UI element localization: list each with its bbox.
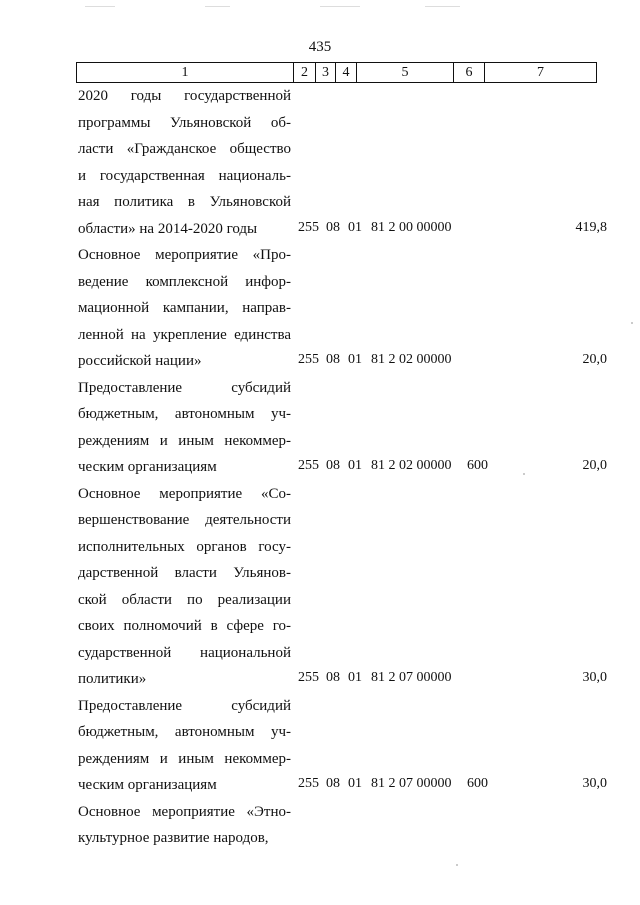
row-name-line: Основное мероприятие «Этно- [78, 803, 291, 820]
page-number: 435 [308, 39, 332, 55]
code-chapter: 255 [298, 776, 319, 791]
code-target-article: 81 2 02 00000 [371, 458, 452, 473]
row-name-line: своих полномочий в сфере го- [78, 618, 291, 634]
code-section: 08 [326, 670, 340, 685]
code-section: 08 [326, 219, 340, 235]
header-col-6: 6 [454, 63, 485, 83]
code-chapter: 255 [298, 219, 319, 235]
table-header [76, 62, 597, 83]
row-name-line: сударственной национальной [78, 644, 291, 661]
header-col-1: 1 [77, 63, 294, 83]
row-name [78, 83, 291, 242]
row-name [78, 375, 291, 481]
row-name-line: Предоставление субсидий [78, 379, 291, 396]
row-name-line: ласти «Гражданское общество [78, 141, 291, 157]
row-name-line: области» на 2014-2020 годы [78, 220, 258, 237]
row-name-line: Основное мероприятие «Про- [78, 247, 291, 263]
row-name-line: Основное мероприятие «Со- [78, 485, 291, 502]
row-name-line: ленной на укрепление единства [78, 326, 291, 343]
code-target-article: 81 2 00 00000 [371, 219, 452, 235]
scan-artifact-line [205, 6, 230, 7]
row-name-line: политики» [78, 671, 147, 687]
code-subsection: 01 [348, 670, 362, 685]
row-name-line: дарственной власти Ульянов- [78, 565, 291, 581]
code-chapter: 255 [298, 458, 319, 473]
row-name-line: программы Ульяновской об- [78, 114, 291, 131]
header-col-7: 7 [485, 63, 597, 83]
row-name-line: реждениям и иным некоммер- [78, 432, 291, 449]
code-expense-type: 600 [467, 776, 488, 791]
row-name-line: ской области по реализации [78, 591, 291, 608]
row-name-line: ческим организациям [78, 777, 217, 793]
row-name-line: российской нации» [78, 353, 202, 369]
row-name-line: бюджетным, автономным уч- [78, 724, 291, 740]
row-name [78, 799, 291, 852]
amount: 30,0 [582, 670, 607, 685]
scan-artifact-line [85, 6, 115, 7]
header-col-2: 2 [294, 63, 316, 83]
scan-speck [456, 864, 458, 866]
row-name-line: ная политика в Ульяновской [78, 194, 291, 210]
row-name-line: ческим организациям [78, 459, 217, 475]
code-target-article: 81 2 07 00000 [371, 776, 452, 791]
row-name [78, 481, 291, 693]
code-section: 08 [326, 458, 340, 473]
scan-speck [523, 473, 525, 475]
row-name-line: ведение комплексной инфор- [78, 273, 291, 290]
header-col-5: 5 [357, 63, 454, 83]
row-name-line: бюджетным, автономным уч- [78, 406, 291, 422]
row-name-line: и государственная националь- [78, 167, 291, 184]
amount: 20,0 [582, 352, 607, 367]
code-section: 08 [326, 776, 340, 791]
amount: 20,0 [582, 458, 607, 473]
scan-speck [631, 322, 633, 324]
row-name-line: культурное развитие народов, [78, 830, 269, 846]
code-chapter: 255 [298, 670, 319, 685]
row-name-line: мационной кампании, направ- [78, 300, 291, 316]
header-row [77, 63, 597, 83]
row-name [78, 242, 291, 375]
amount: 419,8 [575, 219, 607, 235]
header-col-4: 4 [336, 63, 357, 83]
scan-artifact-line [320, 6, 360, 7]
amount: 30,0 [582, 776, 607, 791]
code-subsection: 01 [348, 352, 362, 367]
code-section: 08 [326, 352, 340, 367]
code-subsection: 01 [348, 219, 362, 235]
row-name-line: реждениям и иным некоммер- [78, 750, 291, 767]
row-name [78, 693, 291, 799]
code-chapter: 255 [298, 352, 319, 367]
row-name-line: Предоставление субсидий [78, 697, 291, 714]
row-name-line: вершенствование деятельности [78, 512, 291, 528]
scan-artifact-line [425, 6, 460, 7]
header-col-3: 3 [316, 63, 336, 83]
code-target-article: 81 2 07 00000 [371, 670, 452, 685]
code-subsection: 01 [348, 458, 362, 473]
row-name-line: исполнительных органов госу- [78, 538, 291, 555]
code-subsection: 01 [348, 776, 362, 791]
row-name-line: 2020 годы государственной [78, 88, 291, 104]
code-target-article: 81 2 02 00000 [371, 352, 452, 367]
code-expense-type: 600 [467, 458, 488, 473]
